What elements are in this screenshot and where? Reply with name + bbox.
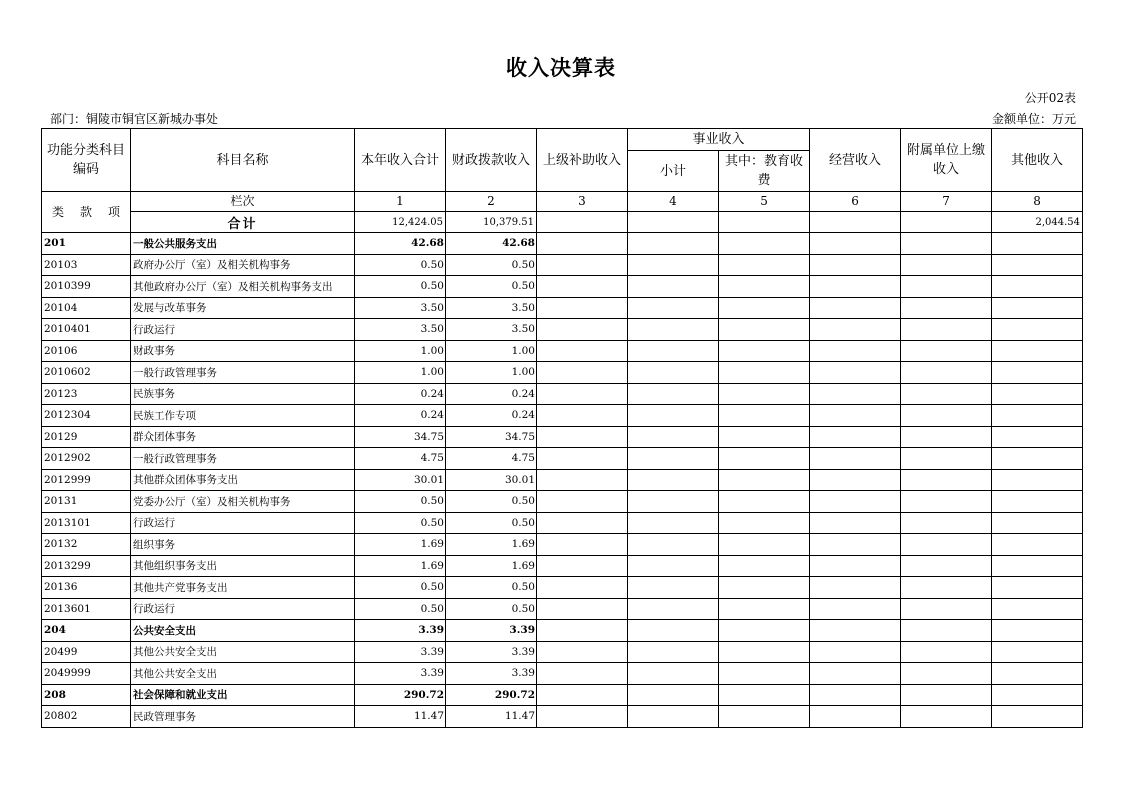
row-empty-cell: [901, 512, 992, 534]
total-cell: [719, 212, 810, 233]
row-fiscal: 1.00: [446, 362, 537, 384]
row-empty-cell: [901, 577, 992, 599]
row-empty-cell: [992, 297, 1083, 319]
row-subject-name: 一般行政管理事务: [131, 448, 355, 470]
row-code: 20802: [42, 706, 131, 728]
header-lei-kuan-xiang: [42, 192, 131, 233]
row-year-total: 1.00: [355, 340, 446, 362]
header-column-seq: 栏次: [131, 192, 355, 212]
table-row: [42, 254, 1083, 276]
row-subject-name: 其他公共安全支出: [131, 663, 355, 685]
row-fiscal: 0.50: [446, 254, 537, 276]
row-empty-cell: [719, 469, 810, 491]
row-code: 20106: [42, 340, 131, 362]
row-fiscal: 0.50: [446, 512, 537, 534]
row-empty-cell: [901, 598, 992, 620]
row-empty-cell: [537, 706, 628, 728]
row-subject-name: 党委办公厅（室）及相关机构事务: [131, 491, 355, 513]
row-empty-cell: [901, 620, 992, 642]
row-empty-cell: [810, 706, 901, 728]
row-empty-cell: [810, 276, 901, 298]
row-empty-cell: [810, 512, 901, 534]
total-cell: 2,044.54: [992, 212, 1083, 233]
row-fiscal: 3.39: [446, 663, 537, 685]
row-empty-cell: [628, 684, 719, 706]
page-title: 收入决算表: [506, 56, 616, 80]
header-operating: 经营收入: [810, 129, 901, 192]
row-year-total: 1.69: [355, 555, 446, 577]
row-empty-cell: [537, 491, 628, 513]
row-empty-cell: [537, 319, 628, 341]
row-empty-cell: [901, 641, 992, 663]
row-empty-cell: [628, 491, 719, 513]
row-empty-cell: [810, 297, 901, 319]
row-empty-cell: [719, 512, 810, 534]
row-empty-cell: [901, 469, 992, 491]
table-row: [42, 383, 1083, 405]
row-empty-cell: [810, 663, 901, 685]
row-empty-cell: [628, 598, 719, 620]
row-empty-cell: [537, 469, 628, 491]
row-subject-name: 民族事务: [131, 383, 355, 405]
row-empty-cell: [992, 663, 1083, 685]
row-empty-cell: [992, 684, 1083, 706]
row-fiscal: 1.00: [446, 340, 537, 362]
row-empty-cell: [719, 254, 810, 276]
row-empty-cell: [992, 469, 1083, 491]
row-fiscal: 11.47: [446, 706, 537, 728]
row-year-total: 0.50: [355, 254, 446, 276]
row-fiscal: 1.69: [446, 534, 537, 556]
row-empty-cell: [992, 340, 1083, 362]
row-empty-cell: [537, 297, 628, 319]
row-empty-cell: [628, 426, 719, 448]
row-code: 2012999: [42, 469, 131, 491]
row-code: 2013101: [42, 512, 131, 534]
row-subject-name: 其他群众团体事务支出: [131, 469, 355, 491]
row-fiscal: 0.50: [446, 577, 537, 599]
table-row: [42, 362, 1083, 384]
header-affiliated: 附属单位上缴收入: [901, 129, 992, 192]
row-empty-cell: [992, 405, 1083, 427]
row-code: 2049999: [42, 663, 131, 685]
row-code: 20123: [42, 383, 131, 405]
row-empty-cell: [628, 620, 719, 642]
row-subject-name: 发展与改革事务: [131, 297, 355, 319]
table-row: [42, 276, 1083, 298]
row-empty-cell: [810, 254, 901, 276]
row-code: 2010401: [42, 319, 131, 341]
row-fiscal: 3.39: [446, 620, 537, 642]
row-subject-name: 行政运行: [131, 512, 355, 534]
row-empty-cell: [719, 448, 810, 470]
row-empty-cell: [628, 469, 719, 491]
row-empty-cell: [901, 297, 992, 319]
total-label: 合计: [131, 212, 355, 233]
row-empty-cell: [901, 663, 992, 685]
row-year-total: 1.00: [355, 362, 446, 384]
row-empty-cell: [537, 598, 628, 620]
row-fiscal: 3.50: [446, 319, 537, 341]
col-number: 3: [537, 192, 628, 212]
total-cell: [628, 212, 719, 233]
row-empty-cell: [628, 297, 719, 319]
row-fiscal: 0.50: [446, 598, 537, 620]
table-row: [42, 641, 1083, 663]
row-code: 2010602: [42, 362, 131, 384]
table-row: [42, 340, 1083, 362]
row-fiscal: 0.50: [446, 491, 537, 513]
header-subtotal: 小计: [628, 151, 719, 192]
header-edu-fee: 其中：教育收费: [719, 151, 810, 192]
total-cell: [537, 212, 628, 233]
row-subject-name: 其他组织事务支出: [131, 555, 355, 577]
table-row: [42, 233, 1083, 255]
form-code: 公开02表: [1024, 91, 1076, 105]
row-empty-cell: [628, 448, 719, 470]
row-code: 20499: [42, 641, 131, 663]
table-row: [42, 426, 1083, 448]
row-empty-cell: [719, 426, 810, 448]
row-subject-name: 其他共产党事务支出: [131, 577, 355, 599]
row-subject-name: 政府办公厅（室）及相关机构事务: [131, 254, 355, 276]
row-subject-name: 财政事务: [131, 340, 355, 362]
row-year-total: 3.39: [355, 641, 446, 663]
row-empty-cell: [628, 577, 719, 599]
row-empty-cell: [628, 276, 719, 298]
row-year-total: 30.01: [355, 469, 446, 491]
total-cell: 10,379.51: [446, 212, 537, 233]
row-empty-cell: [628, 641, 719, 663]
row-year-total: 42.68: [355, 233, 446, 255]
header-lei: 类: [51, 204, 64, 219]
row-empty-cell: [992, 577, 1083, 599]
table-row: [42, 598, 1083, 620]
row-empty-cell: [719, 319, 810, 341]
header-xiang: 项: [107, 204, 120, 219]
row-empty-cell: [719, 233, 810, 255]
row-empty-cell: [992, 383, 1083, 405]
row-fiscal: 30.01: [446, 469, 537, 491]
row-empty-cell: [992, 706, 1083, 728]
row-code: 2013601: [42, 598, 131, 620]
table-row: [42, 684, 1083, 706]
row-subject-name: 行政运行: [131, 319, 355, 341]
row-year-total: 0.50: [355, 598, 446, 620]
row-year-total: 0.24: [355, 383, 446, 405]
row-year-total: 4.75: [355, 448, 446, 470]
total-cell: [810, 212, 901, 233]
row-subject-name: 社会保障和就业支出: [131, 684, 355, 706]
row-empty-cell: [537, 448, 628, 470]
row-code: 204: [42, 620, 131, 642]
header-subject-name: 科目名称: [131, 129, 355, 192]
row-empty-cell: [992, 534, 1083, 556]
row-fiscal: 34.75: [446, 426, 537, 448]
row-code: 20104: [42, 297, 131, 319]
row-empty-cell: [719, 405, 810, 427]
header-fiscal: 财政拨款收入: [446, 129, 537, 192]
col-number: 6: [810, 192, 901, 212]
table-row: [42, 405, 1083, 427]
table-row: [42, 706, 1083, 728]
row-year-total: 0.50: [355, 276, 446, 298]
table-row: [42, 534, 1083, 556]
row-subject-name: 其他政府办公厅（室）及相关机构事务支出: [131, 276, 355, 298]
row-empty-cell: [537, 534, 628, 556]
row-code: 20132: [42, 534, 131, 556]
row-empty-cell: [810, 448, 901, 470]
row-empty-cell: [628, 534, 719, 556]
col-number: 5: [719, 192, 810, 212]
row-empty-cell: [810, 340, 901, 362]
row-year-total: 1.69: [355, 534, 446, 556]
row-subject-name: 一般行政管理事务: [131, 362, 355, 384]
table-row: [42, 319, 1083, 341]
table-row: [42, 469, 1083, 491]
row-empty-cell: [719, 362, 810, 384]
row-fiscal: 1.69: [446, 555, 537, 577]
row-empty-cell: [537, 340, 628, 362]
row-empty-cell: [992, 620, 1083, 642]
row-code: 2012902: [42, 448, 131, 470]
header-business-income: 事业收入: [628, 129, 810, 151]
row-empty-cell: [992, 512, 1083, 534]
row-year-total: 290.72: [355, 684, 446, 706]
row-empty-cell: [719, 491, 810, 513]
row-empty-cell: [537, 276, 628, 298]
row-empty-cell: [719, 383, 810, 405]
row-fiscal: 3.50: [446, 297, 537, 319]
row-year-total: 0.24: [355, 405, 446, 427]
row-empty-cell: [628, 663, 719, 685]
row-empty-cell: [901, 362, 992, 384]
col-number: 4: [628, 192, 719, 212]
row-empty-cell: [537, 383, 628, 405]
row-empty-cell: [537, 233, 628, 255]
table-row: [42, 620, 1083, 642]
total-cell: [901, 212, 992, 233]
row-empty-cell: [992, 319, 1083, 341]
row-empty-cell: [810, 319, 901, 341]
row-empty-cell: [628, 383, 719, 405]
row-empty-cell: [537, 405, 628, 427]
row-empty-cell: [992, 598, 1083, 620]
row-empty-cell: [628, 319, 719, 341]
total-row: [42, 212, 1083, 233]
row-empty-cell: [810, 620, 901, 642]
total-cell: 12,424.05: [355, 212, 446, 233]
row-empty-cell: [810, 362, 901, 384]
row-code: 20136: [42, 577, 131, 599]
row-code: 20131: [42, 491, 131, 513]
row-subject-name: 民政管理事务: [131, 706, 355, 728]
row-empty-cell: [901, 254, 992, 276]
row-year-total: 3.39: [355, 663, 446, 685]
row-empty-cell: [901, 534, 992, 556]
row-empty-cell: [719, 684, 810, 706]
col-number: 1: [355, 192, 446, 212]
row-empty-cell: [628, 340, 719, 362]
row-empty-cell: [719, 555, 810, 577]
row-empty-cell: [810, 598, 901, 620]
row-empty-cell: [901, 276, 992, 298]
row-code: 2012304: [42, 405, 131, 427]
row-empty-cell: [901, 706, 992, 728]
row-year-total: 0.50: [355, 491, 446, 513]
table-row: [42, 448, 1083, 470]
row-empty-cell: [810, 577, 901, 599]
row-empty-cell: [992, 233, 1083, 255]
row-empty-cell: [537, 684, 628, 706]
row-empty-cell: [901, 684, 992, 706]
row-year-total: 3.50: [355, 319, 446, 341]
row-code: 201: [42, 233, 131, 255]
header-other: 其他收入: [992, 129, 1083, 192]
row-empty-cell: [992, 448, 1083, 470]
amount-unit-label: 金额单位：万元: [991, 112, 1076, 126]
row-code: 2013299: [42, 555, 131, 577]
row-empty-cell: [810, 641, 901, 663]
row-subject-name: 一般公共服务支出: [131, 233, 355, 255]
header-superior-subsidy: 上级补助收入: [537, 129, 628, 192]
row-code: 2010399: [42, 276, 131, 298]
row-subject-name: 其他公共安全支出: [131, 641, 355, 663]
row-code: 208: [42, 684, 131, 706]
row-empty-cell: [901, 340, 992, 362]
col-number: 7: [901, 192, 992, 212]
col-number: 8: [992, 192, 1083, 212]
header-row-3: [42, 192, 1083, 212]
row-empty-cell: [901, 405, 992, 427]
row-empty-cell: [537, 641, 628, 663]
row-fiscal: 290.72: [446, 684, 537, 706]
row-year-total: 3.39: [355, 620, 446, 642]
department-label: 部门：铜陵市铜官区新城办事处: [50, 112, 219, 126]
row-empty-cell: [537, 663, 628, 685]
row-empty-cell: [992, 362, 1083, 384]
row-empty-cell: [628, 254, 719, 276]
row-empty-cell: [810, 469, 901, 491]
row-year-total: 0.50: [355, 512, 446, 534]
row-fiscal: 0.24: [446, 383, 537, 405]
row-empty-cell: [810, 383, 901, 405]
row-empty-cell: [810, 426, 901, 448]
row-code: 20129: [42, 426, 131, 448]
row-empty-cell: [537, 426, 628, 448]
table-row: [42, 663, 1083, 685]
row-empty-cell: [992, 426, 1083, 448]
table-row: [42, 577, 1083, 599]
row-empty-cell: [901, 491, 992, 513]
row-empty-cell: [719, 340, 810, 362]
row-subject-name: 群众团体事务: [131, 426, 355, 448]
row-fiscal: 0.50: [446, 276, 537, 298]
row-empty-cell: [628, 405, 719, 427]
row-empty-cell: [901, 319, 992, 341]
row-empty-cell: [628, 706, 719, 728]
row-empty-cell: [810, 233, 901, 255]
table-row: [42, 297, 1083, 319]
row-empty-cell: [628, 233, 719, 255]
row-empty-cell: [810, 534, 901, 556]
row-subject-name: 公共安全支出: [131, 620, 355, 642]
row-subject-name: 行政运行: [131, 598, 355, 620]
row-empty-cell: [810, 555, 901, 577]
header-kuan: 款: [79, 204, 92, 219]
row-year-total: 34.75: [355, 426, 446, 448]
row-empty-cell: [719, 663, 810, 685]
header-row-1: [42, 129, 1083, 151]
row-empty-cell: [719, 598, 810, 620]
row-empty-cell: [537, 620, 628, 642]
row-empty-cell: [537, 362, 628, 384]
row-empty-cell: [628, 362, 719, 384]
row-empty-cell: [901, 233, 992, 255]
row-year-total: 0.50: [355, 577, 446, 599]
table-row: [42, 491, 1083, 513]
row-empty-cell: [810, 684, 901, 706]
header-year-total: 本年收入合计: [355, 129, 446, 192]
row-empty-cell: [992, 491, 1083, 513]
row-empty-cell: [901, 448, 992, 470]
row-empty-cell: [719, 706, 810, 728]
table-row: [42, 512, 1083, 534]
row-empty-cell: [719, 276, 810, 298]
row-empty-cell: [992, 276, 1083, 298]
header-func-code: 功能分类科目编码: [42, 129, 131, 192]
income-final-accounts-table: [41, 128, 1083, 728]
row-empty-cell: [992, 254, 1083, 276]
row-empty-cell: [992, 641, 1083, 663]
row-empty-cell: [719, 577, 810, 599]
row-empty-cell: [537, 555, 628, 577]
row-empty-cell: [628, 512, 719, 534]
row-year-total: 3.50: [355, 297, 446, 319]
row-empty-cell: [719, 641, 810, 663]
table-row: [42, 555, 1083, 577]
row-empty-cell: [992, 555, 1083, 577]
row-empty-cell: [628, 555, 719, 577]
row-empty-cell: [537, 254, 628, 276]
row-empty-cell: [719, 620, 810, 642]
row-fiscal: 42.68: [446, 233, 537, 255]
row-subject-name: 民族工作专项: [131, 405, 355, 427]
row-year-total: 11.47: [355, 706, 446, 728]
row-fiscal: 0.24: [446, 405, 537, 427]
row-empty-cell: [901, 555, 992, 577]
row-fiscal: 4.75: [446, 448, 537, 470]
row-empty-cell: [901, 383, 992, 405]
row-empty-cell: [537, 512, 628, 534]
row-subject-name: 组织事务: [131, 534, 355, 556]
row-empty-cell: [810, 491, 901, 513]
row-code: 20103: [42, 254, 131, 276]
col-number: 2: [446, 192, 537, 212]
row-empty-cell: [901, 426, 992, 448]
row-empty-cell: [810, 405, 901, 427]
row-empty-cell: [537, 577, 628, 599]
row-empty-cell: [719, 297, 810, 319]
row-empty-cell: [719, 534, 810, 556]
row-fiscal: 3.39: [446, 641, 537, 663]
